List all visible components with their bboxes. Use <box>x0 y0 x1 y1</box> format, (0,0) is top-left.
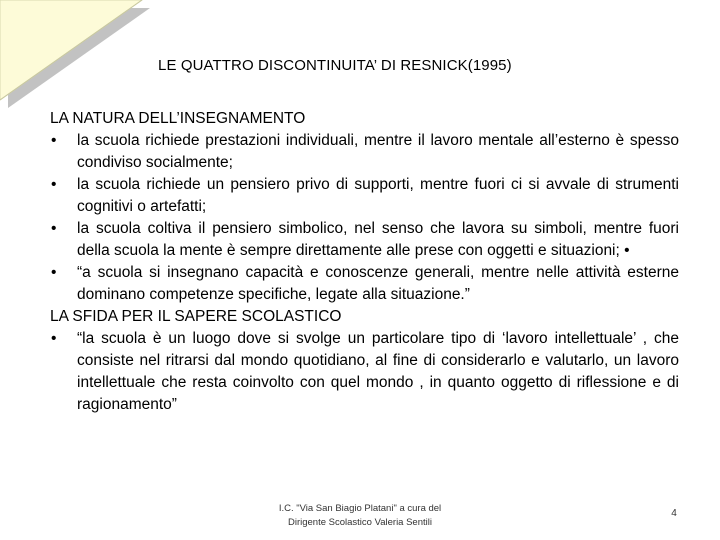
bullet-icon: • <box>51 220 57 237</box>
bullet-icon: • <box>51 176 57 193</box>
slide-content <box>50 108 679 416</box>
list-item: • la scuola richiede prestazioni individuali, mentre il lavoro mentale all’esterno è spesso condiviso socialmente; <box>51 132 679 171</box>
bullet-icon: • <box>51 264 57 281</box>
section-heading-sfida: LA SFIDA PER IL SAPERE SCOLASTICO <box>50 308 342 325</box>
list-item: • “a scuola si insegnano capacità e conoscenze generali, mentre nelle attività esterne dominano competenze specifiche, legate alla situazione.” <box>51 264 679 303</box>
bullet-icon: • <box>51 330 57 347</box>
page-number: 4 <box>671 508 677 519</box>
section-heading-natura: LA NATURA DELL’INSEGNAMENTO <box>50 110 306 127</box>
footer-line: I.C. "Via San Biagio Platani" a cura del <box>278 503 442 514</box>
bullet-list-natura <box>50 130 679 306</box>
bullet-list-sfida <box>50 328 679 416</box>
list-item: • “la scuola è un luogo dove si svolge un particolare tipo di ‘lavoro intellettuale’ , che consiste nel ritrarsi dal mondo quotidiano, al fine di considerarlo e valutarlo, un lavoro intellettuale che resta coinvolto con quel mondo , in quanto oggetto di riflessione e di ragionamento” <box>51 330 679 413</box>
footer-line: Dirigente Scolastico Valeria Sentili <box>288 517 432 528</box>
list-item: • la scuola richiede un pensiero privo di supporti, mentre fuori ci si avvale di strumenti cognitivi o artefatti; <box>51 176 679 215</box>
page-corner-decoration <box>0 0 160 110</box>
slide-title: LE QUATTRO DISCONTINUITA’ DI RESNICK(1995) <box>158 57 512 74</box>
bullet-icon: • <box>51 132 57 149</box>
footer-credit <box>250 502 470 530</box>
list-item: • la scuola coltiva il pensiero simbolico, nel senso che lavora su simboli, mentre fuori della scuola la mente è sempre direttamente alle prese con oggetti e situazioni; • <box>51 220 679 259</box>
